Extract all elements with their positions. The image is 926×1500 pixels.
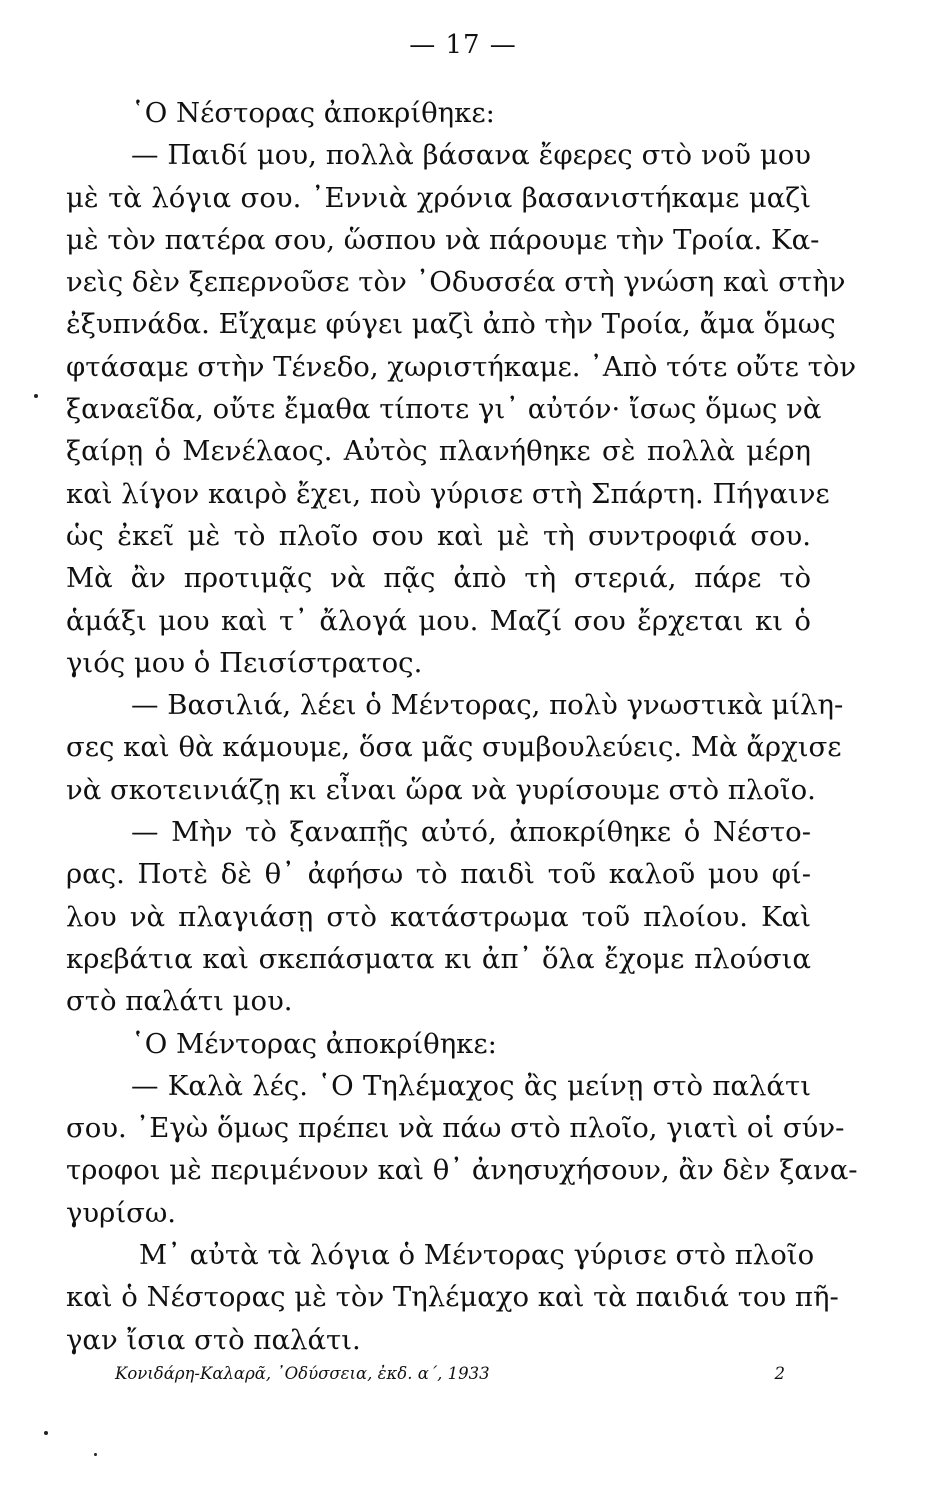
text-line: γυρίσω. (66, 1196, 177, 1229)
text-line: ἐξυπνάδα. Εἴχαμε φύγει μαζὶ ἀπὸ τὴν Τροία, ἄμα ὅμως (66, 308, 836, 341)
footer-signature-mark: 2 (774, 1364, 785, 1383)
text-line: σου. ᾿Εγὼ ὅμως πρέπει νὰ πάω στὸ πλοῖο, γιατὶ οἱ σύν- (66, 1112, 845, 1145)
text-line: Μὰ ἂν προτιμᾷς νὰ πᾷς ἀπὸ τὴ στεριά, πάρε τὸ (66, 562, 811, 595)
text-line: ῾Ο Νέστορας ἀποκρίθηκε: (131, 97, 495, 129)
text-line: καὶ λίγον καιρὸ ἔχει, ποὺ γύρισε στὴ Σπάρτη. Πήγαινε (66, 477, 830, 510)
text-line: γιός μου ὁ Πεισίστρατος. (66, 646, 423, 679)
text-line: ἁμάξι μου καὶ τ᾿ ἄλογά μου. Μαζί σου ἔρχεται κι ὁ (66, 604, 811, 637)
text-line: καὶ ὁ Νέστορας μὲ τὸν Τηλέμαχο καὶ τὰ παιδιά του πῆ- (66, 1281, 839, 1314)
page-footer (115, 1364, 785, 1394)
ink-speck (44, 1431, 48, 1435)
text-line: λου νὰ πλαγιάσῃ στὸ κατάστρωμα τοῦ πλοίου. Καὶ (66, 900, 811, 933)
footer-citation: Κονιδάρη-Καλαρᾶ, ᾿Οδύσσεια, ἐκδ. α΄, 1933 (115, 1364, 490, 1383)
page-number: — 17 — (409, 30, 517, 60)
text-line: ξαναεῖδα, οὔτε ἔμαθα τίποτε γι᾿ αὐτόν· ἴσως ὅμως νὰ (66, 393, 822, 426)
text-line: σες καὶ θὰ κάμουμε, ὅσα μᾶς συμβουλεύεις. Μὰ ἄρχισε (66, 731, 842, 764)
body-text (66, 92, 858, 1361)
text-line: νεὶς δὲν ξεπερνοῦσε τὸν ᾿Οδυσσέα στὴ γνώση καὶ στὴν (66, 266, 846, 299)
ink-speck (94, 1453, 97, 1456)
text-line: μὲ τὸν πατέρα σου, ὥσπου νὰ πάρουμε τὴν Τροία. Κα- (66, 223, 820, 256)
text-line: ρας. Ποτὲ δὲ θ᾿ ἀφήσω τὸ παιδὶ τοῦ καλοῦ μου φί- (66, 858, 811, 891)
text-line: μὲ τὰ λόγια σου. ᾿Εννιὰ χρόνια βασανιστήκαμε μαζὶ (66, 181, 811, 214)
text-line: ῾Ο Μέντορας ἀποκρίθηκε: (131, 1027, 497, 1060)
text-line: κρεβάτια καὶ σκεπάσματα κι ἀπ᾿ ὅλα ἔχομε πλούσια (66, 942, 811, 975)
text-line: Μ᾿ αὐτὰ τὰ λόγια ὁ Μέντορας γύρισε στὸ πλοῖο (139, 1239, 815, 1272)
text-line: τροφοι μὲ περιμένουν καὶ θ᾿ ἀνησυχήσουν, ἂν δὲν ξανα- (66, 1154, 858, 1187)
text-line: νὰ σκοτεινιάζῃ κι εἶναι ὥρα νὰ γυρίσουμε στὸ πλοῖο. (66, 773, 816, 806)
text-line: ὡς ἐκεῖ μὲ τὸ πλοῖο σου καὶ μὲ τὴ συντροφιά σου. (66, 519, 811, 552)
text-line: γαν ἴσια στὸ παλάτι. (66, 1323, 361, 1356)
text-line: — Μὴν τὸ ξαναπῇς αὐτό, ἀποκρίθηκε ὁ Νέστο- (131, 816, 811, 849)
text-line: στὸ παλάτι μου. (66, 985, 293, 1018)
ink-speck (34, 394, 38, 398)
text-line: φτάσαμε στὴν Τένεδο, χωριστήκαμε. ᾿Απὸ τότε οὔτε τὸν (66, 350, 857, 383)
text-line: — Παιδί μου, πολλὰ βάσανα ἔφερες στὸ νοῦ μου (131, 139, 811, 172)
text-line: — Καλὰ λές. ῾Ο Τηλέμαχος ἂς μείνῃ στὸ παλάτι (131, 1069, 811, 1102)
text-line: ξαίρῃ ὁ Μενέλαος. Αὐτὸς πλανήθηκε σὲ πολλὰ μέρη (66, 435, 811, 468)
text-line: — Βασιλιά, λέει ὁ Μέντορας, πολὺ γνωστικὰ μίλη- (131, 689, 844, 722)
